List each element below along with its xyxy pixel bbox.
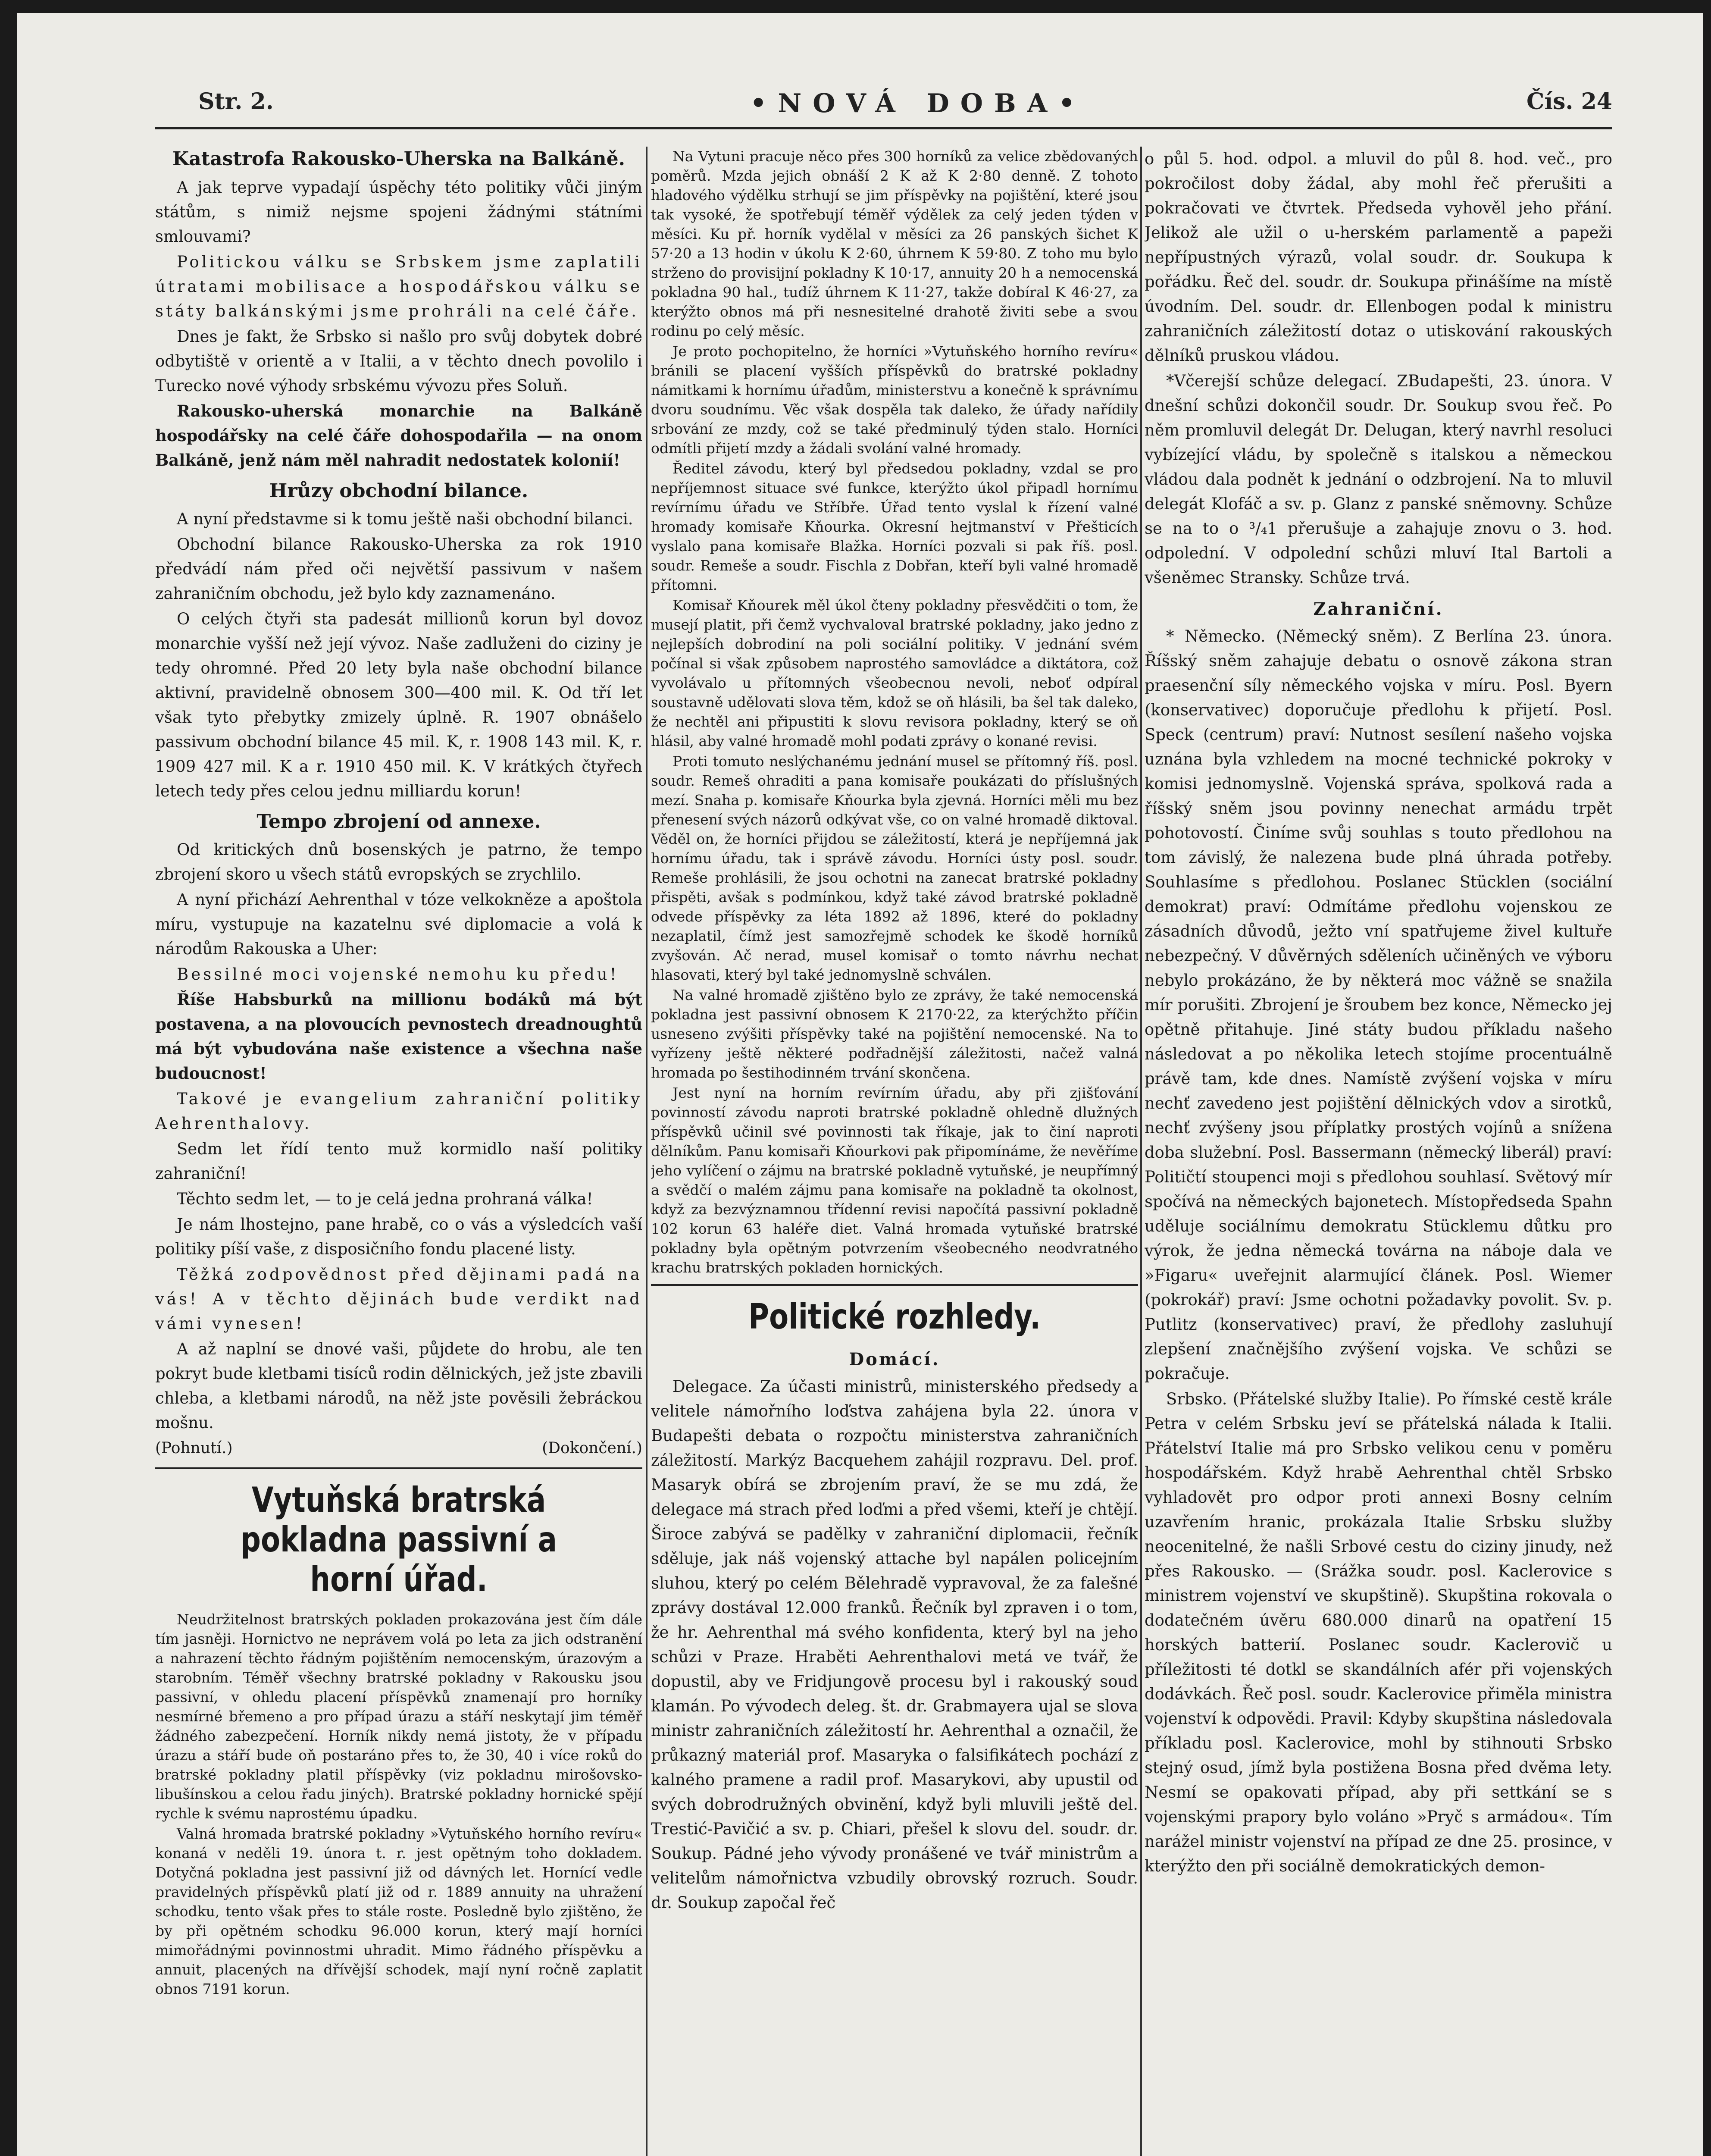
paragraph: Delegace. Za účasti ministrů, ministerského předsedy a velitele námořního loďstva zahájena byla 22. února v Budapešti debata o rozpočtu ministerstva zahraničních záležitostí. Markýz Bacquehem zahájil rozpravu. Del. prof. Masaryk obírá se zbrojením praví, že se mu zdá, že delegace má strach před loďmi a před všemi, kteří je chtějí. Široce zabývá se padělky v zahraniční diplomacii, řečník sděluje, jak náš vojenský attache byl napálen policejním sluhou, který po celém Bělehradě vypravoval, že za falešné zprávy dostával 12.000 franků. Řečník byl zpraven i o tom, že hr. Aehrenthal má svého konfidenta, který byl na jeho schůzi v Praze. Hraběti Aehrenthalovi metá ve tvář, že dopustil, aby ve Fridjungově procesu byl i rakouský soud klamán. Po vývodech deleg. št. dr. Grabmayera ujal se slova ministr zahraničních záležitostí hr. Aehrenthal a označil, že průkazný materiál prof. Masaryka o falsifikátech pochází z kalného pramene a radil prof. Masarykovi, aby upustil od svých dobrodružných obvinění, když byli mluvili ještě del. Trestić-Pavičić a sv. p. Chiari, přešel k slovu del. soudr. dr. Soukup. Pádné jeho vývody pronášené ve tvář ministrům a velitelům námořnictva vzbudily obrovský rozruch. Soudr. dr. Soukup započal řeč [651,1377,1138,1912]
paragraph: A nyní představme si k tomu ještě naši obchodní bilanci. [177,510,633,528]
paragraph: Takové je evangelium zahraniční politiky Aehrenthalovy. [155,1090,642,1133]
page-number: Str. 2. [198,88,274,115]
paragraph: Bessilné moci vojenské nemohu ku předu! [177,965,619,984]
column-3 [1145,147,1612,2156]
paragraph: O celých čtyři sta padesát millionů korun byl dovoz monarchie vyšší než její vývoz. Naše zadluženi do ciziny je tedy ohromné. Před 20 lety byla naše obchodní bilance aktivní, pravidelně obnosem 300—400 mil. K. Od tří let však tyto přebytky zmizely úplně. R. 1907 obnášelo passivum obchodní bilance 45 mil. K, r. 1908 143 mil. K, r. 1909 427 mil. K a r. 1910 450 mil. K. V krátkých čtyřech letech tedy přes celou jednu milliardu korun! [155,610,642,800]
paragraph: o půl 5. hod. odpol. a mluvil do půl 8. hod. več., pro pokročilost doby žádal, aby mohl řeč přerušiti a pokračovati ve čtvrtek. Předseda vyhověl jeho přání. Jelikož ale užil o u-herském parlamentě a papeži nepřípustných výrazů, volal soudr. dr. Soukupa k pořádku. Řeč del. soudr. dr. Soukupa přinášíme na místě úvodním. Del. soudr. dr. Ellenbogen podal k ministru zahraničních záležitostí dotaz o utiskování rakouských dělníků pruskou vládou. [1145,150,1612,365]
paragraph: Ředitel závodu, který byl předsedou pokladny, vzdal se pro nepříjemnost situace své funkce, kterýžto úkol připadl hornímu revírnímu úřadu ve Stříbře. Úřad tento vyslal k řízení valné hromady komisaře Kňourka. Okresní hejtmanství v Přešticích vyslalo pana komisaře Blažka. Horníci pozvali si pak říš. posl. soudr. Remeše a soudr. Fischla z Dobřan, kteří byli valné hromadě přítomni. [651,460,1138,593]
subheading: Tempo zbrojení od annexe. [256,811,541,833]
paragraph: * Německo. (Německý sněm). Z Berlína 23. února. Říšský sněm zahajuje debatu o osnově zákona stran praesenční síly německého vojska v míru. Posl. Byern (konservativec) doporučuje předlohu k přijetí. Posl. Speck (centrum) praví: Nutnost sesílení našeho vojska uznána byla vzhledem na mocné technické pokroky v komisi jednomyslně. Vojenská správa, spolková rada a říšský sněm jsou povinny nenechat armádu trpět pohotovostí. Činíme svůj souhlas s touto předlohou na tom závislý, že nalezena bude plná úhrada potřeby. Souhlasíme s předlohou. Poslanec Stücklen (sociální demokrat) praví: Odmítáme předlohu vojenskou ze zásadních důvodů, ježto vní spatřujeme živel kultuře nebezpečný. V důvěrných sděleních učiněných ve výboru nebylo prokázáno, že by některá moc vážně se snažila mír porušiti. Zbrojení je šroubem bez konce, Německo jej opětně přitahuje. Jiné státy budou příkladu našeho následovat a po několika letech stojíme procentuálně právě tam, kde dnes. Namístě zvýšení vojska v míru nechť zavedeno jest pojištění dělnických vdov a sirotků, nechť zvýšeny jsou příplatky prostých vojínů a snížena doba služební. Posl. Bassermann (německý liberál) praví: Političtí stoupenci moji s předlohou souhlasí. Světový mír spočívá na německých bajonetech. Místopředseda Spahn uděluje sociálnímu demokratu Stücklemu důtku pro výrok, že jedna německá továrna na náboje dala ve »Figaru« uveřejnit alarmující článek. Posl. Wiemer (pokrokář) praví: Jsme ochotni požadavky povolit. Sv. p. Putlitz (konservativec) praví, že předlohy zasluhují zlepšení značnějšího zvýšení vojska. Ve schůzi se pokračuje. [1145,627,1612,1383]
paragraph: Těchto sedm let, — to je celá jedna prohraná válka! [177,1190,593,1208]
paragraph: Od kritických dnů bosenských je patrno, že tempo zbrojení skoro u všech států evropských se zrychlilo. [155,840,642,884]
paragraph: Srbsko. (Přátelské služby Italie). Po římské cestě krále Petra v celém Srbsku jeví se přátelská nálada k Italii. Přátelství Italie má pro Srbsko velikou cenu v poměru hospodářském. Když hrabě Aehrenthal chtěl Srbsko vyhladovět pro odpor proti annexi Bosny celním uzavřením hranic, prokázala Italie Srbsku služby neocenitelné, že našli Srbové cestu do ciziny jinudy, než přes Rakousko. — (Srážka soudr. posl. Kaclerovice s ministrem vojenství ve skupštině). Skupština rokovala o dodatečném úvěru 680.000 dinarů na opatření 15 horských batterií. Poslanec soudr. Kaclerovič u příležitosti té dotkl se skandálních afér při vojenských dodávkách. Řeč posl. soudr. Kaclerovice přiměla ministra vojenství k odpovědi. Pravil: Kdyby skupština následovala příkladu posl. Kaclerovice, mohl by stihnouti Srbsko stejný osud, jímž byla postižena Bosna před dvěma lety. Nesmí se opakovati případ, aby při settkání se s vojenskými prapory bylo voláno »Pryč s armádou«. Tím narážel ministr vojenství na případ ze dne 25. prosince, v kterýžto den při sociálně demokratických demon- [1145,1390,1612,1875]
paragraph: Říše Habsburků na millionu bodáků má být postavena, a na plovoucích pevnostech dreadnoughtů má být vybudována naše existence a všechna naše budoucnost! [155,990,642,1083]
paragraph: Komisař Kňourek měl úkol čteny pokladny přesvědčiti o tom, že musejí platit, při čemž vychvaloval bratrské pokladny, jako jedno z nejlepších dobrodiní na poli sociální politiky. V jednání svém počínal si však způsobem naprostého samovládce a diktátora, což vyvolávalo u přítomných všeobecnou nevoli, neboť odpíral soustavně udělovati slova těm, kdož se oň hlásili, ba šel tak daleko, že nechtěl ani připustiti k slovu revisora pokladny, který se oň hlásil, aby valné hromadě mohl podati zprávy o konané revisi. [651,597,1138,749]
paragraph: Politickou válku se Srbskem jsme zaplatili útratami mobilisace a hospodářskou válku se státy balkánskými jsme prohráli na celé čáře. [155,253,642,320]
paragraph: Proti tomuto neslýchanému jednání musel se přítomný říš. posl. soudr. Remeš ohraditi a pana komisaře poukázati do příslušných mezí. Snaha p. komisaře Kňourka byla zjevná. Horníci měli mu bez přenesení svých názorů odkývat vše, co on valné hromadě diktoval. Věděl on, že horníci přijdou se záležitostí, která je nepříjemná jak hornímu úřadu, tak i správě závodu. Horníci ústy posl. soudr. Remeše prohlásili, že jsou ochotni na zanecat bratrské pokladny přispěti, avšak s podmínkou, když také závod bratrské pokladně odvede příspěvky za léta 1892 až 1896, které do pokladny nezaplatil, čímž jest samozřejmě schodek ke škodě horníků zvyšován. Ač nerad, musel komisař o tomto návrhu nechat hlasovati, který byl také jednomyslně schválen. [651,753,1138,983]
paragraph: A nyní přichází Aehrenthal v tóze velkokněze a apoštola míru, vystupuje na kazatelnu své diplomacie a volá k národům Rakouska a Uher: [155,890,642,958]
paragraph: Sedm let řídí tento muž kormidlo naší politiky zahraniční! [155,1140,642,1183]
article-headline: Katastrofa Rakousko-Uherska na Balkáně. [172,148,625,170]
section-rule [651,1284,1138,1286]
newspaper-page [17,13,1703,2156]
paragraph: Těžká zodpovědnost před dějinami padá na vás! A v těchto dějinách bude verdikt nad vámi vynesen! [155,1265,642,1333]
paragraph: *Včerejší schůze delegací. ZBudapešti, 23. února. V dnešní schůzi dokončil soudr. Dr. Soukup svou řeč. Po něm promluvil delegát Dr. Delugan, který navrhl resoluci vybízející vládu, by společně s italskou a německou vládou dala podnět k jednání o odzbrojení. Na to mluvil delegát Klofáč a sv. p. Glanz z panské sněmovny. Schůze se na to o ³/₄1 přerušuje a zahajuje znovu o 3. hod. odpolední. V odpolední schůzi mluví Ital Bartoli a všeněmec Stransky. Schůze trvá. [1145,372,1612,587]
signature-left: (Pohnutí.) [155,1439,233,1457]
signature-right: (Dokončení.) [542,1439,642,1457]
masthead-title: •NOVÁ DOBA• [750,88,1086,119]
paragraph: A jak teprve vypadají úspěchy této politiky vůči jiným státům, s nimiž nejsme spojeni žádnými státními smlouvami? [155,178,642,246]
section-title: Politické rozhledy. [748,1297,1041,1337]
section-subtitle: Domácí. [849,1349,940,1369]
paragraph: Dnes je fakt, že Srbsko si našlo pro svůj dobytek dobré odbytiště v orientě a v Italii, a v těchto dnech povolilo i Turecko nové výhody srbskému vývozu přes Soluň. [155,327,642,395]
paragraph: Jest nyní na horním revírním úřadu, aby při zjišťování povinností závodu naproti bratrské pokladně ohledně dlužných příspěvků učinil své povinnosti tak říkaje, jak to činí naproti dělníkům. Panu komisaři Kňourkovi pak připomínáme, že nevěříme jeho vylíčení o zájmu na bratrské pokladně vytuňské, je neupřímný a svědčí o malém zájmu pana komisaře na pokladně ta okolnost, když za bezvýznamnou třídenní revisi napočítá passivní pokladně 102 korun 63 haléře diet. Valná hromada vytuňské bratrské pokladny byla opětným potvrzením všeobecného neodvratného krachu bratrských pokladen hornických. [651,1084,1138,1276]
subheading: Hrůzy obchodní bilance. [269,480,529,502]
section-rule [155,1467,642,1469]
column-rule-1 [646,147,647,2156]
paragraph: Neudržitelnost bratrských pokladen prokazována jest čím dále tím jasněji. Hornictvo ne neprávem volá po leta za jich odstranění a nahrazení těchto řádným pojištěním nemocenským, úrazovým a starobním. Téměř všechny bratrské pokladny v Rakousku jsou passivní, v ohledu placení příspěvků znamenají pro horníky nesmírné břemeno a pro případ úrazu a stáří neskytají jim téměř žádného zabezpečení. Horník nikdy nemá jistoty, že v případu úrazu a stáří bude oň postaráno přes to, že 30, 40 i více roků do bratrské pokladny platil příspěvky (viz pokladnu mirošovsko-libušínskou a celou řadu jiných). Bratrské pokladny hornické spějí rychle k svému naprostému úpadku. [155,1611,642,1822]
paragraph: Valná hromada bratrské pokladny »Vytuňského horního revíru« konaná v neděli 19. února t. r. jest opětným toho dokladem. Dotyčná pokladna jest passivní již od dávných let. Hornící vedle pravidelných příspěvků platí již od r. 1889 annuity na uhražení schodku, tento však přes to stále roste. Posledně bylo zjištěno, že by při opětném schodku 96.000 korun, který mají horníci mimořádnými povinnostmi uhradit. Mimo řádného příspěvku a annuit, placených na dřívější schodek, mají nyní ročně zaplatit obnos 7191 korun. [155,1825,642,1997]
section-subtitle: Zahraniční. [1313,599,1444,619]
article-big-title: Vytuňská bratrská pokladna passivní a horní úřad. [240,1480,557,1599]
column-2 [651,147,1138,2156]
paragraph: Je nám lhostejno, pane hrabě, co o vás a výsledcích vaší politiky píší vaše, z disposičního fondu placené listy. [155,1215,642,1258]
header-rule [155,127,1612,129]
paragraph: Rakousko-uherská monarchie na Balkáně hospodářsky na celé čáře dohospodařila — na onom Balkáně, jenž nám měl nahradit nedostatek kolonií! [155,401,642,470]
paragraph: Na valné hromadě zjištěno bylo ze zprávy, že také nemocenská pokladna jest passivní obnosem K 2170·22, za kterýchžto příčin usneseno zvýšiti příspěvky také na pojištění nemocenské. Na to vyřízeny ještě některé podřadnější záležitosti, načež valná hromada po šestihodinném trvání skončena. [651,987,1138,1081]
signature-line [155,1436,642,1460]
paragraph: Obchodní bilance Rakousko-Uherska za rok 1910 předvádí nám před oči největší passivum v našem zahraničním obchodu, jež bylo kdy zaznamenáno. [155,535,642,603]
column-rule-2 [1140,147,1142,2156]
issue-number: Čís. 24 [1526,88,1612,115]
paragraph: Na Vytuni pracuje něco přes 300 horníků za velice zbědovaných poměrů. Mzda jejich obnáší 2 K až K 2·80 denně. Z tohoto hladového výdělku strhují se jim příspěvky na pojištění, které jsou tak vysoké, že spotřebují téměř výdělek za celý jeden týden v měsíci. Ku př. horník vydělal v měsíci za 26 panských šichet K 57·20 a 13 hodin v úkolu K 2·60, úhrnem K 59·80. Z toho mu bylo strženo do provisijní pokladny K 10·17, annuity 20 h a nemocenská pokladna 90 hal., tudíž úhrnem K 11·27, takže dobíral K 46·27, za kterýžto obnos má při nesnesitelné drahotě živiti sebe a svou rodinu po celý měsíc. [651,148,1138,339]
paragraph: Je proto pochopitelno, že horníci »Vytuňského horního revíru« bránili se placení vyšších příspěvků do bratrské pokladny námitkami k hornímu úřadům, ministerstvu a konečně k správnímu dvoru soudnímu. Věc však dospěla tak daleko, že úřady nařídily srbování ze mzdy, což se také předminulý týden stalo. Horníci odmítli přijetí mzdy a žádali svolání valné hromady. [651,343,1138,457]
paragraph: A až naplní se dnové vaši, půjdete do hrobu, ale ten pokryt bude kletbami tisíců rodin dělnických, jež jste zbavili chleba, a kletbami národů, na něž jste pověsili žebráckou mošnu. [155,1340,642,1432]
column-1 [155,147,642,2156]
